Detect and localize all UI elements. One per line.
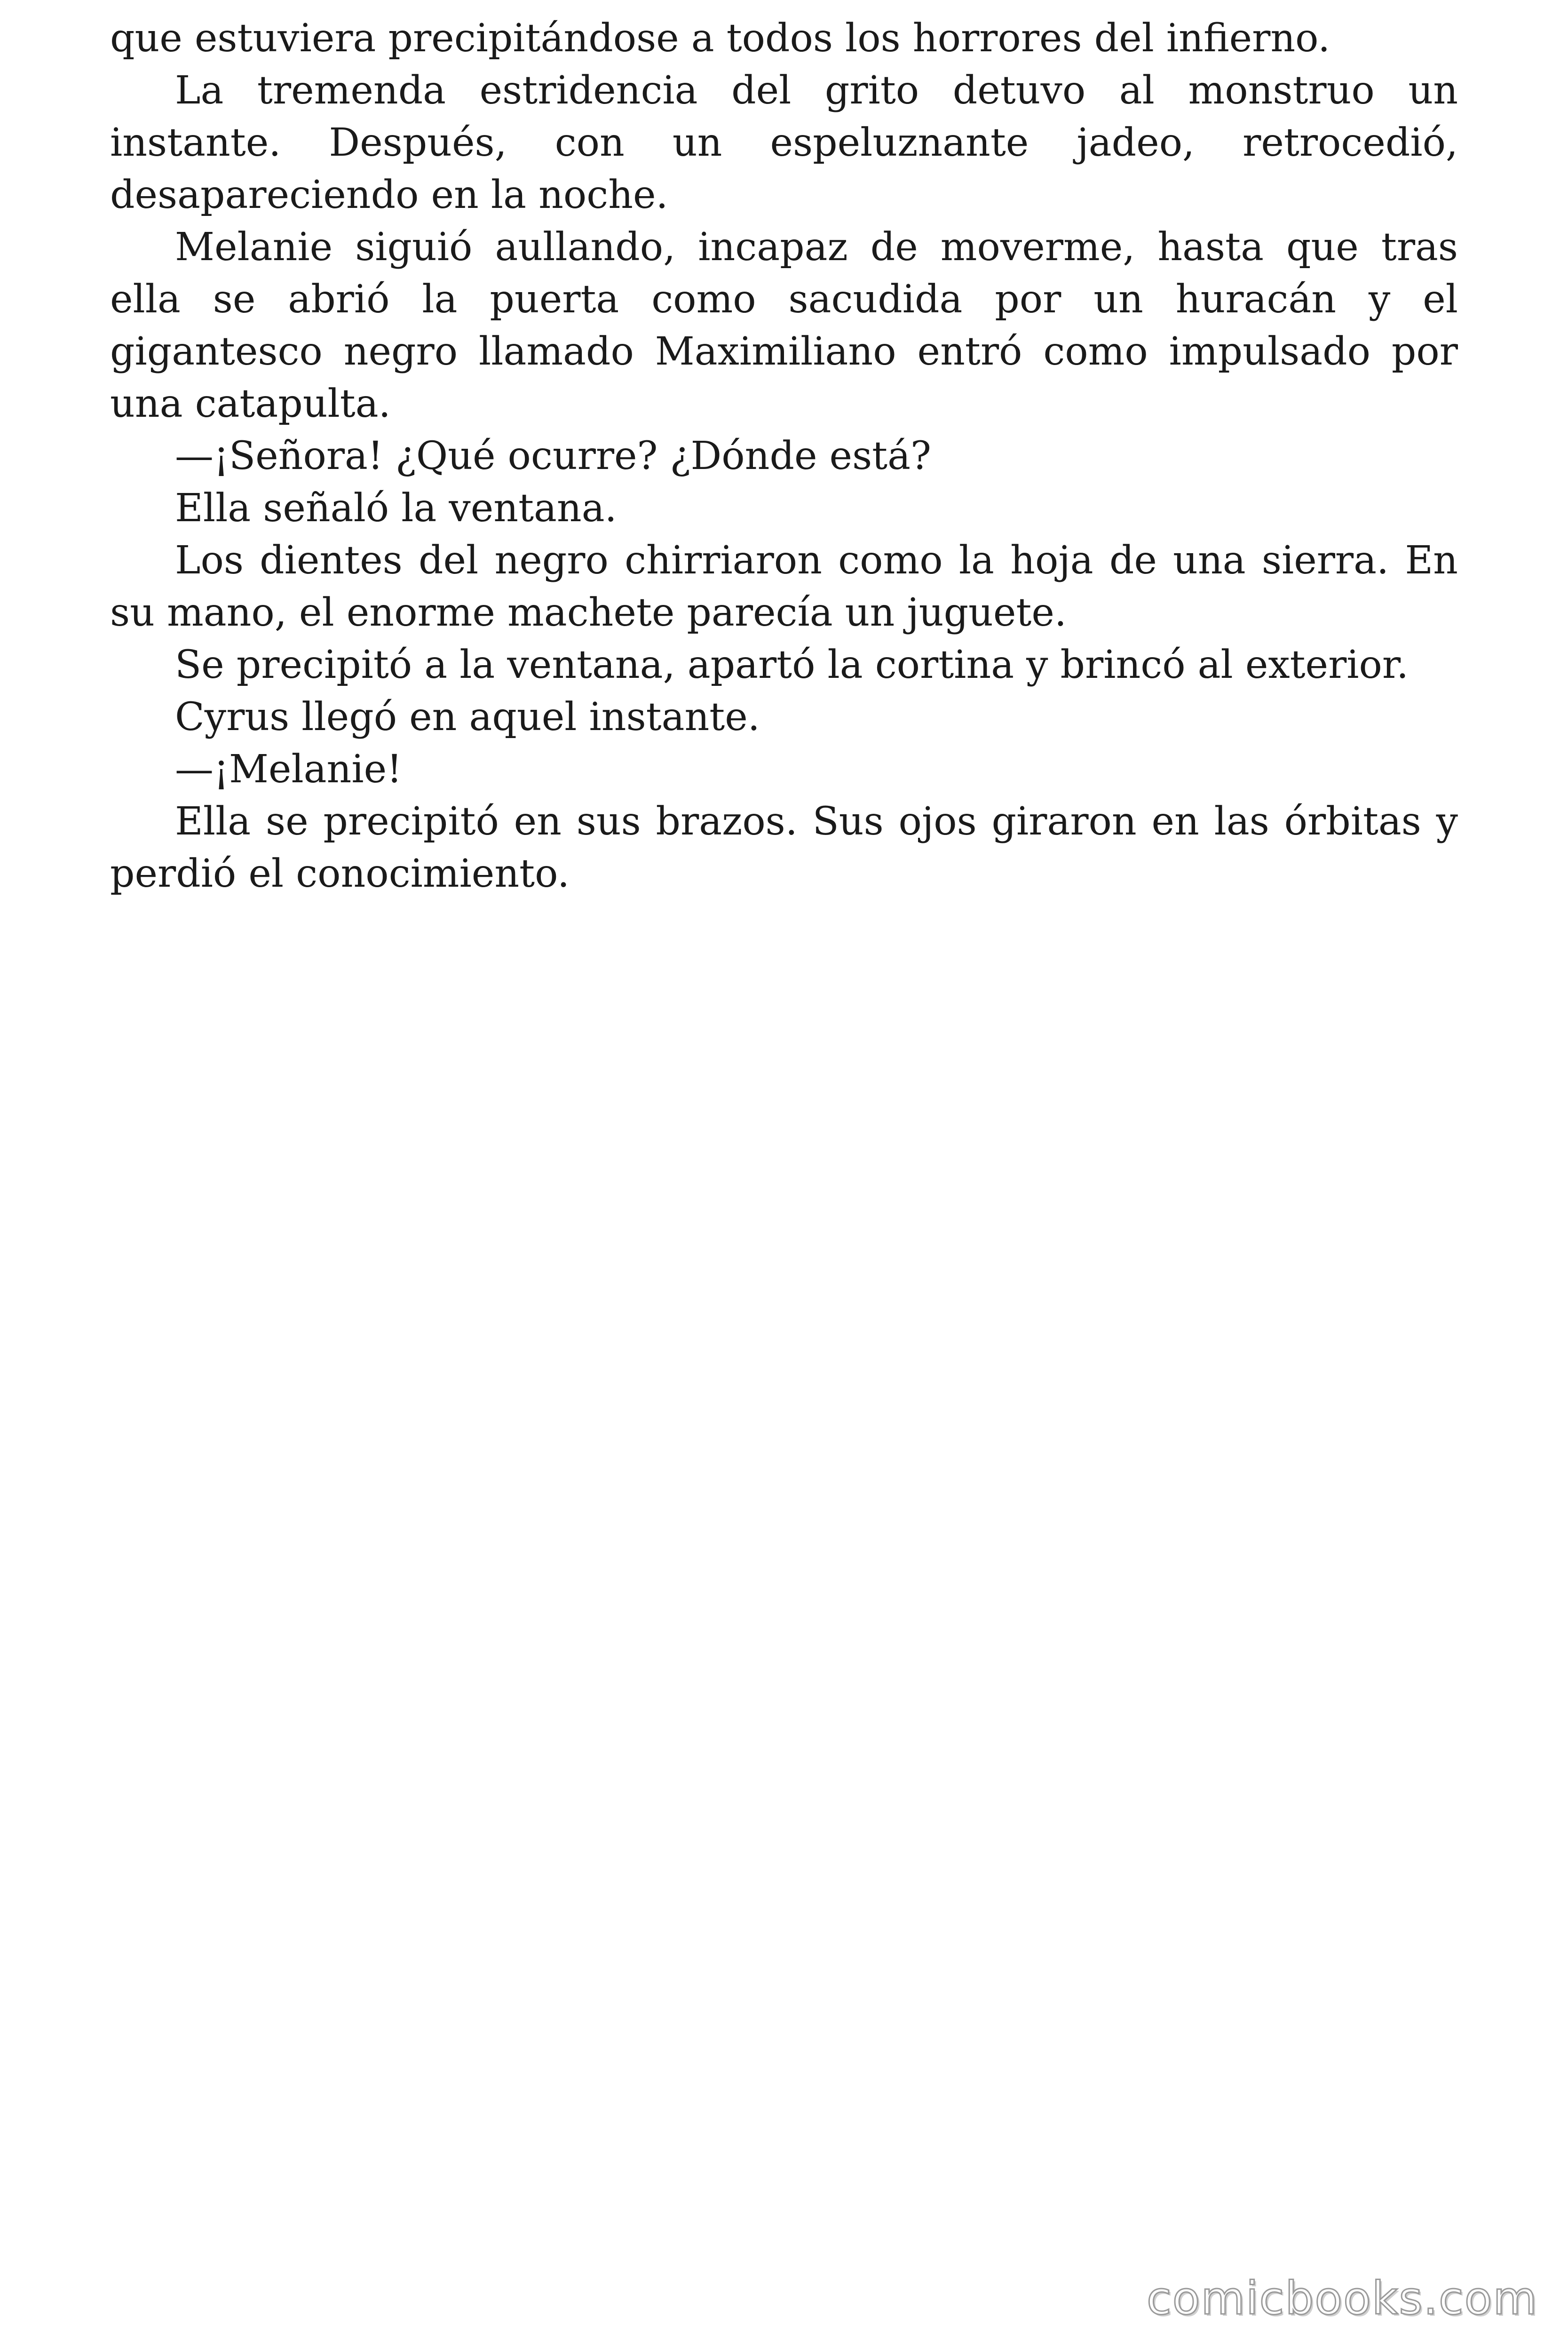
paragraph-continuation: que estuviera precipitándose a todos los horrores del infierno. (110, 16, 1330, 61)
body-text (110, 12, 1458, 900)
paragraph: Los dientes del negro chirriaron como la hoja de una sierra. En su mano, el enorme machete parecía un juguete. (110, 538, 1458, 635)
paragraph: La tremenda estridencia del grito detuvo al monstruo un instante. Después, con un espeluznante jadeo, retrocedió, desapareciendo en la noche. (110, 68, 1458, 217)
paragraph: Cyrus llegó en aquel instante. (175, 695, 760, 739)
paragraph: Se precipitó a la ventana, apartó la cortina y brincó al exterior. (175, 643, 1409, 687)
paragraph: Melanie siguió aullando, incapaz de moverme, hasta que tras ella se abrió la puerta como sacudida por un huracán y el gigantesco negro llamado Maximiliano entró como impulsado por una catapulta. (110, 225, 1458, 426)
paragraph: Ella señaló la ventana. (175, 486, 617, 531)
watermark: comicbooks.com (1146, 2272, 1538, 2325)
paragraph: Ella se precipitó en sus brazos. Sus ojos giraron en las órbitas y perdió el conocimiento. (110, 799, 1458, 896)
dialogue-line: —¡Señora! ¿Qué ocurre? ¿Dónde está? (175, 434, 931, 478)
dialogue-line: —¡Melanie! (175, 747, 403, 792)
